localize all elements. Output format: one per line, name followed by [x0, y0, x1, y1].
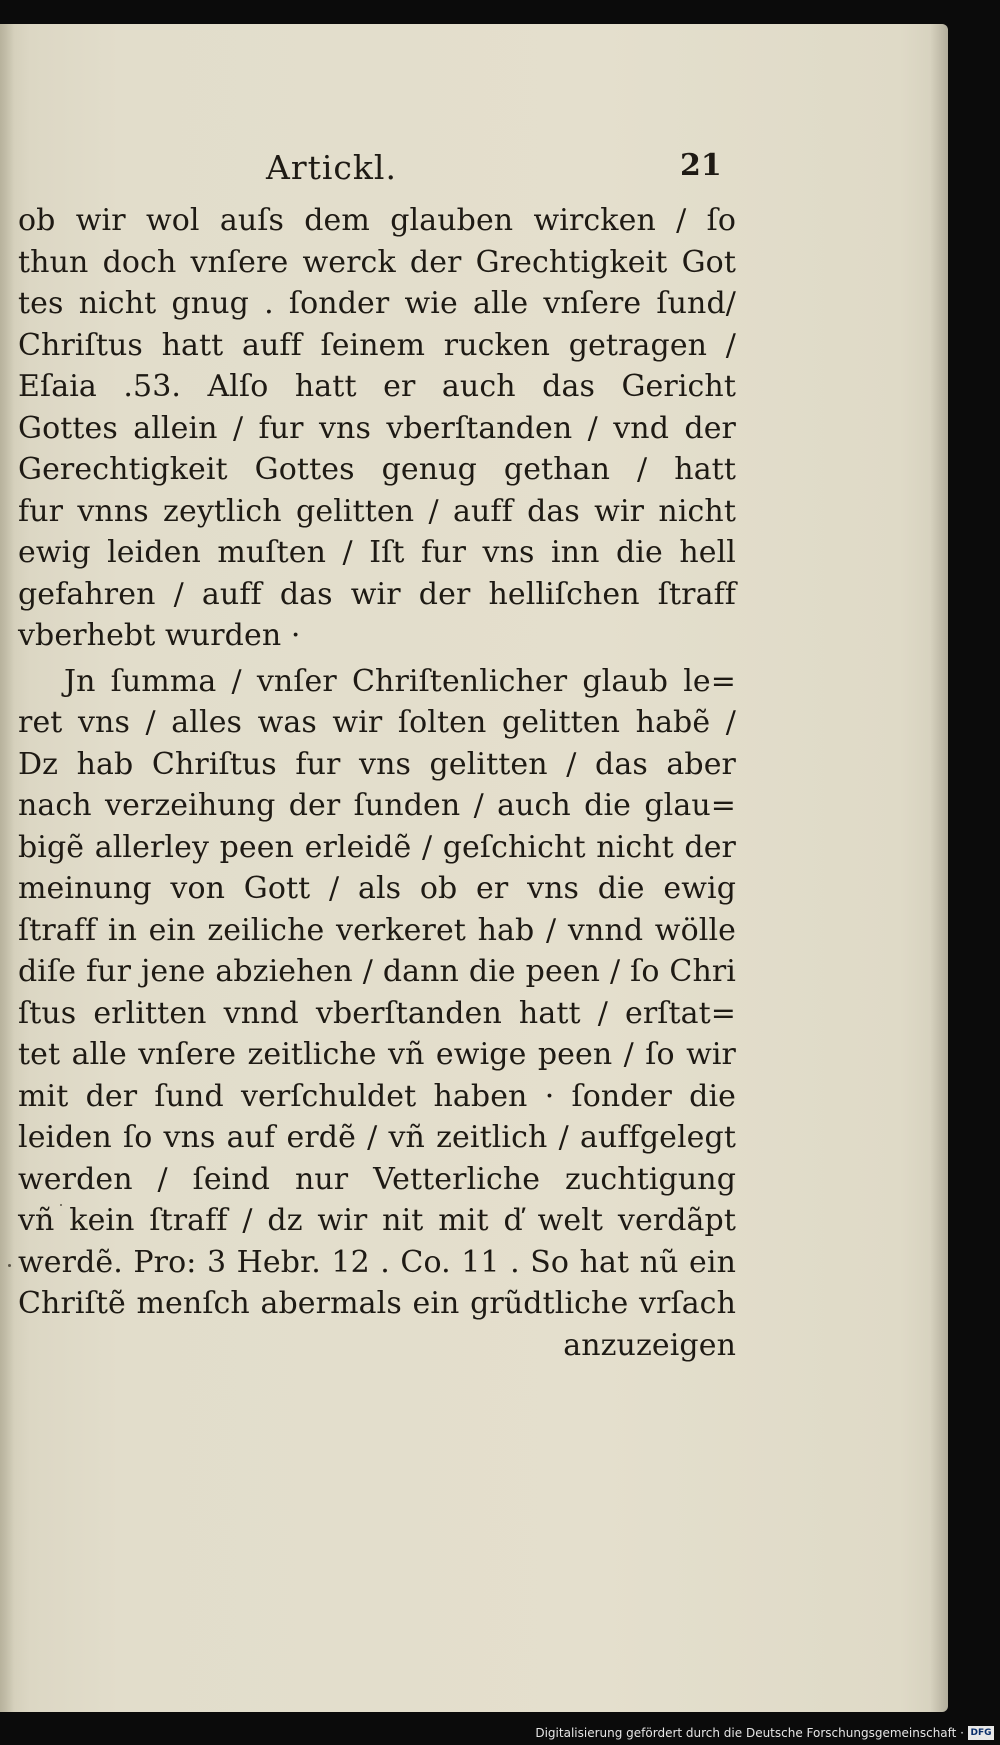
paper-speck [8, 1264, 11, 1267]
text-line: tet alle vnſere zeitliche vñ ewige peen / ſo wir [18, 1037, 736, 1072]
text-line: Chriſtẽ menſch abermals ein grũdtliche vrſach [18, 1286, 736, 1321]
text-line: tes nicht gnug . ſonder wie alle vnſere ſund/ [18, 286, 736, 321]
page-edge-shadow [930, 24, 948, 1712]
text-line: meinung von Gott / als ob er vns die ewig [18, 871, 736, 906]
text-line: fur vnns zeytlich gelitten / auff das wir nicht [18, 493, 736, 529]
text-line: Dz hab Chriſtus fur vns gelitten / das aber [18, 746, 736, 782]
text-line: diſe fur jene abziehen / dann die peen / ſo Chri [18, 954, 736, 989]
book-page [0, 24, 948, 1712]
text-line: ewig leiden muſten / Iſt fur vns inn die hell [18, 535, 736, 570]
text-line: Gottes allein / fur vns vberſtanden / vnd der [18, 410, 736, 446]
text-line: thun doch vnſere werck der Grechtigkeit Got [18, 244, 736, 280]
text-line: nach verzeihung der ſunden / auch die glau= [18, 788, 736, 823]
text-line: ſtus erlitten vnnd vberſtanden hatt / erſtat= [18, 995, 736, 1031]
text-line: bigẽ allerley peen erleidẽ / geſchicht nicht der [18, 829, 736, 865]
text-line: Eſaia .53. Alſo hatt er auch das Gericht [18, 369, 736, 404]
page-number: 21 [680, 148, 722, 183]
text-line: Chriſtus hatt auff ſeinem rucken getragen / [18, 327, 736, 363]
text-line: werden / ſeind nur Vetterliche zuchtigung [18, 1161, 736, 1197]
dfg-logo: DFG [968, 1726, 994, 1740]
text-line: leiden ſo vns auf erdẽ / vñ zeitlich / auffgelegt [18, 1120, 736, 1155]
text-line: vñ kein ſtraff / dz wir nit mit ď welt verdãpt [18, 1203, 736, 1238]
paragraph-1 [18, 200, 736, 657]
text-line: Gerechtigkeit Gottes genug gethan / hatt [18, 452, 736, 487]
text-line: ſtraff in ein zeiliche verkeret hab / vnnd wölle [18, 912, 736, 948]
text-line: vberhebt wurden · [18, 618, 301, 653]
funding-credit: Digitalisierung gefördert durch die Deutsche Forschungsgemeinschaft · [535, 1726, 964, 1740]
catchword: anzuzeigen [563, 1327, 736, 1363]
text-line: ret vns / alles was wir ſolten gelitten habẽ / [18, 705, 736, 740]
running-title: Artickl. [266, 148, 397, 187]
page-text [18, 148, 736, 1366]
text-line: Jn ſumma / vnſer Chriſtenlicher glaub le= [64, 663, 736, 699]
text-line: gefahren / auff das wir der helliſchen ſtraff [18, 576, 736, 612]
text-line: werdẽ. Pro: 3 Hebr. 12 . Co. 11 . So hat nũ ein [18, 1244, 736, 1280]
text-line: ob wir wol auſs dem glauben wircken / ſo [18, 203, 736, 238]
text-line: mit der ſund verſchuldet haben · ſonder die [18, 1078, 736, 1114]
footer-bar [0, 1721, 1000, 1745]
page-header [18, 148, 736, 200]
paragraph-2 [18, 661, 736, 1367]
